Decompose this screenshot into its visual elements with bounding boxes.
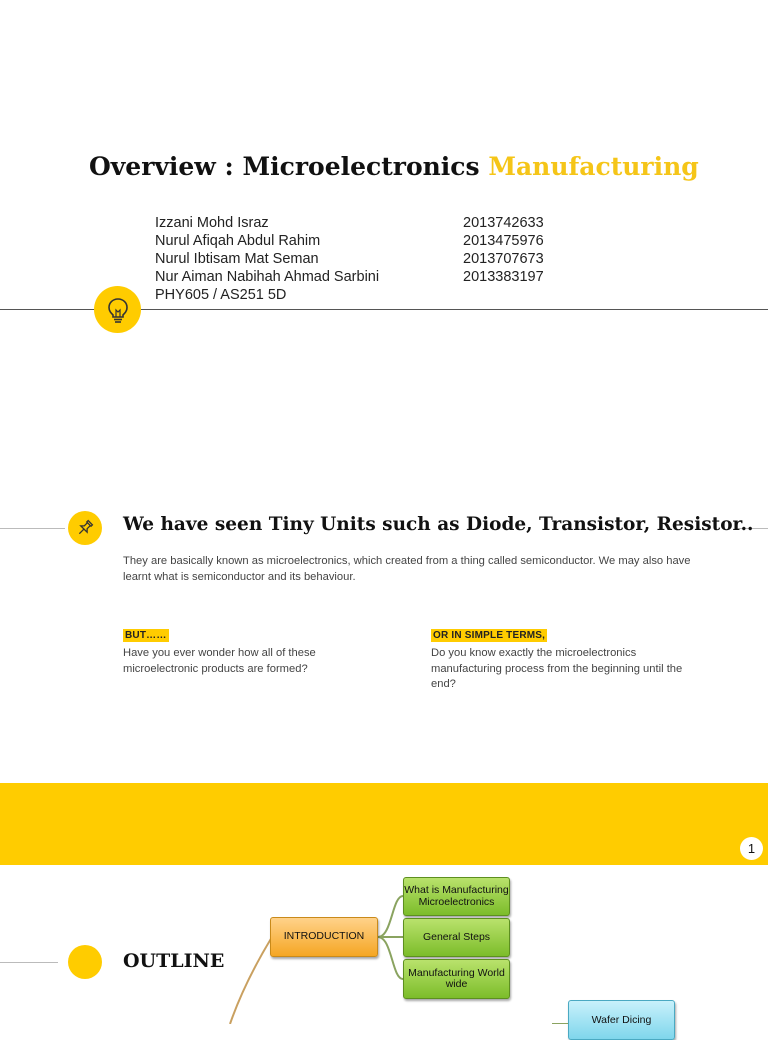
- member-ids: [463, 214, 544, 286]
- title-accent: Manufacturing: [488, 152, 699, 181]
- node-wafer-dicing[interactable]: Wafer Dicing: [568, 1000, 675, 1040]
- footer-band: [0, 783, 768, 865]
- divider-line-left: [0, 528, 65, 529]
- node-manufacturing-world-wide[interactable]: Manufacturing World wide: [403, 959, 510, 999]
- intro-paragraph: They are basically known as microelectronics, which created from a thing called semiconductor. We may also have learnt what is semiconductor and its behaviour.: [123, 555, 691, 583]
- member-name: Nurul Ibtisam Mat Seman: [155, 251, 319, 267]
- member-name: Izzani Mohd Israz: [155, 215, 269, 231]
- course-code: PHY605 / AS251 5D: [155, 287, 287, 303]
- but-tag: BUT……: [125, 630, 167, 641]
- member-id: 2013475976: [463, 233, 544, 249]
- pushpin-icon: [68, 511, 102, 545]
- member-names: [155, 214, 379, 304]
- member-name: Nur Aiman Nabihah Ahmad Sarbini: [155, 269, 380, 285]
- section-heading: We have seen Tiny Units such as Diode, Transistor, Resistor..: [123, 514, 754, 535]
- member-id: 2013742633: [463, 215, 544, 231]
- left-tag-wrap: [123, 625, 169, 643]
- right-tag-wrap: [431, 625, 547, 643]
- slide-title: [89, 152, 699, 181]
- member-id: 2013383197: [463, 269, 544, 285]
- title-main: Overview : Microelectronics: [89, 152, 489, 181]
- right-paragraph: Do you know exactly the microelectronics manufacturing process from the beginning until the end?: [431, 647, 683, 690]
- lightbulb-icon: [94, 286, 141, 333]
- outline-heading: OUTLINE: [123, 950, 225, 972]
- node-general-steps[interactable]: General Steps: [403, 918, 510, 957]
- member-name: Nurul Afiqah Abdul Rahim: [155, 233, 321, 249]
- node-introduction[interactable]: INTRODUCTION: [270, 917, 378, 957]
- simple-terms-tag: OR IN SIMPLE TERMS,: [433, 630, 546, 641]
- page-number: 1: [740, 837, 763, 860]
- left-paragraph: Have you ever wonder how all of these microelectronic products are formed?: [123, 647, 316, 675]
- member-id: 2013707673: [463, 251, 544, 267]
- node-what-is-manufacturing[interactable]: What is Manufacturing Microelectronics: [403, 877, 510, 916]
